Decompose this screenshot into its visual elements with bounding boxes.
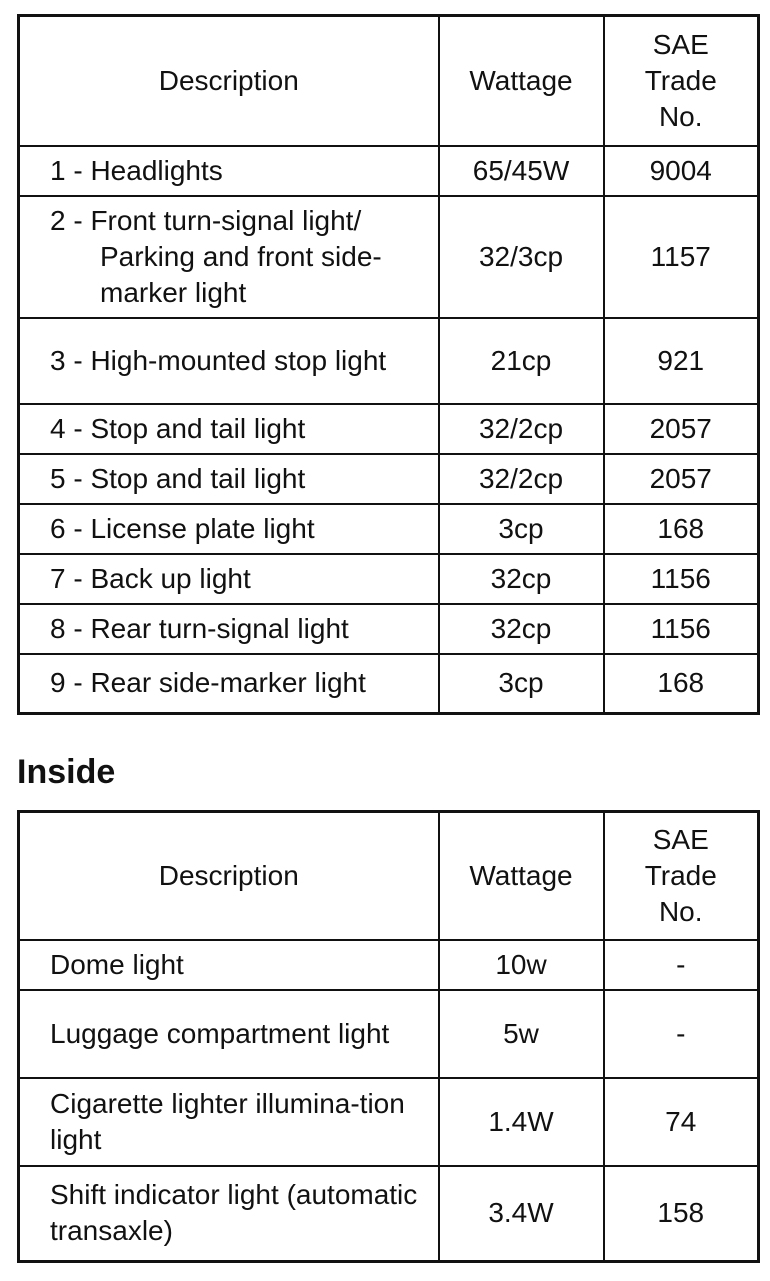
bulb-wattage: 65/45W (439, 146, 604, 196)
section-heading-inside: Inside (17, 753, 116, 791)
table-row (19, 318, 759, 404)
bulb-sae-number: 168 (604, 504, 759, 554)
bulb-description: 8 - Rear turn-signal light (19, 604, 439, 654)
column-header-wattage: Wattage (439, 16, 604, 146)
bulb-sae-number: - (604, 940, 759, 990)
column-header-sae-trade-no: SAE Trade No. (604, 16, 759, 146)
bulb-wattage: 32/3cp (439, 196, 604, 318)
table-row (19, 990, 759, 1078)
bulb-sae-number: - (604, 990, 759, 1078)
bulb-sae-number: 158 (604, 1166, 759, 1262)
bulb-wattage: 21cp (439, 318, 604, 404)
bulb-sae-number: 74 (604, 1078, 759, 1166)
table-row (19, 454, 759, 504)
column-header-description: Description (19, 16, 439, 146)
table-row (19, 504, 759, 554)
table-header-row (19, 812, 759, 940)
bulb-description: Shift indicator light (automatic transaxle) (19, 1166, 439, 1262)
table-row (19, 404, 759, 454)
bulb-wattage: 32/2cp (439, 404, 604, 454)
bulb-wattage: 10w (439, 940, 604, 990)
table-row (19, 1078, 759, 1166)
table-row (19, 940, 759, 990)
bulb-sae-number: 168 (604, 654, 759, 714)
bulb-description: 1 - Headlights (19, 146, 439, 196)
bulb-description: Luggage compartment light (19, 990, 439, 1078)
bulb-wattage: 3cp (439, 504, 604, 554)
bulb-sae-number: 1156 (604, 554, 759, 604)
table-row (19, 146, 759, 196)
bulb-description: Cigarette lighter illumina-tion light (19, 1078, 439, 1166)
bulb-description: 4 - Stop and tail light (19, 404, 439, 454)
exterior-bulb-table (17, 14, 760, 715)
bulb-sae-number: 2057 (604, 404, 759, 454)
table-row (19, 604, 759, 654)
bulb-wattage: 5w (439, 990, 604, 1078)
bulb-description: 2 - Front turn-signal light/ Parking and front side- marker light (19, 196, 439, 318)
bulb-description: Dome light (19, 940, 439, 990)
bulb-wattage: 32cp (439, 604, 604, 654)
table-row (19, 1166, 759, 1262)
bulb-sae-number: 2057 (604, 454, 759, 504)
bulb-sae-number: 1157 (604, 196, 759, 318)
bulb-wattage: 1.4W (439, 1078, 604, 1166)
table-row (19, 196, 759, 318)
column-header-sae-trade-no: SAE Trade No. (604, 812, 759, 940)
table-row (19, 554, 759, 604)
table-header-row (19, 16, 759, 146)
column-header-wattage: Wattage (439, 812, 604, 940)
table-row (19, 654, 759, 714)
bulb-wattage: 32/2cp (439, 454, 604, 504)
bulb-description: 9 - Rear side-marker light (19, 654, 439, 714)
bulb-description: 3 - High-mounted stop light (19, 318, 439, 404)
bulb-sae-number: 1156 (604, 604, 759, 654)
bulb-sae-number: 921 (604, 318, 759, 404)
bulb-sae-number: 9004 (604, 146, 759, 196)
interior-bulb-table (17, 810, 760, 1263)
bulb-description: 6 - License plate light (19, 504, 439, 554)
column-header-description: Description (19, 812, 439, 940)
bulb-description: 7 - Back up light (19, 554, 439, 604)
bulb-wattage: 3cp (439, 654, 604, 714)
bulb-wattage: 3.4W (439, 1166, 604, 1262)
bulb-wattage: 32cp (439, 554, 604, 604)
bulb-description: 5 - Stop and tail light (19, 454, 439, 504)
